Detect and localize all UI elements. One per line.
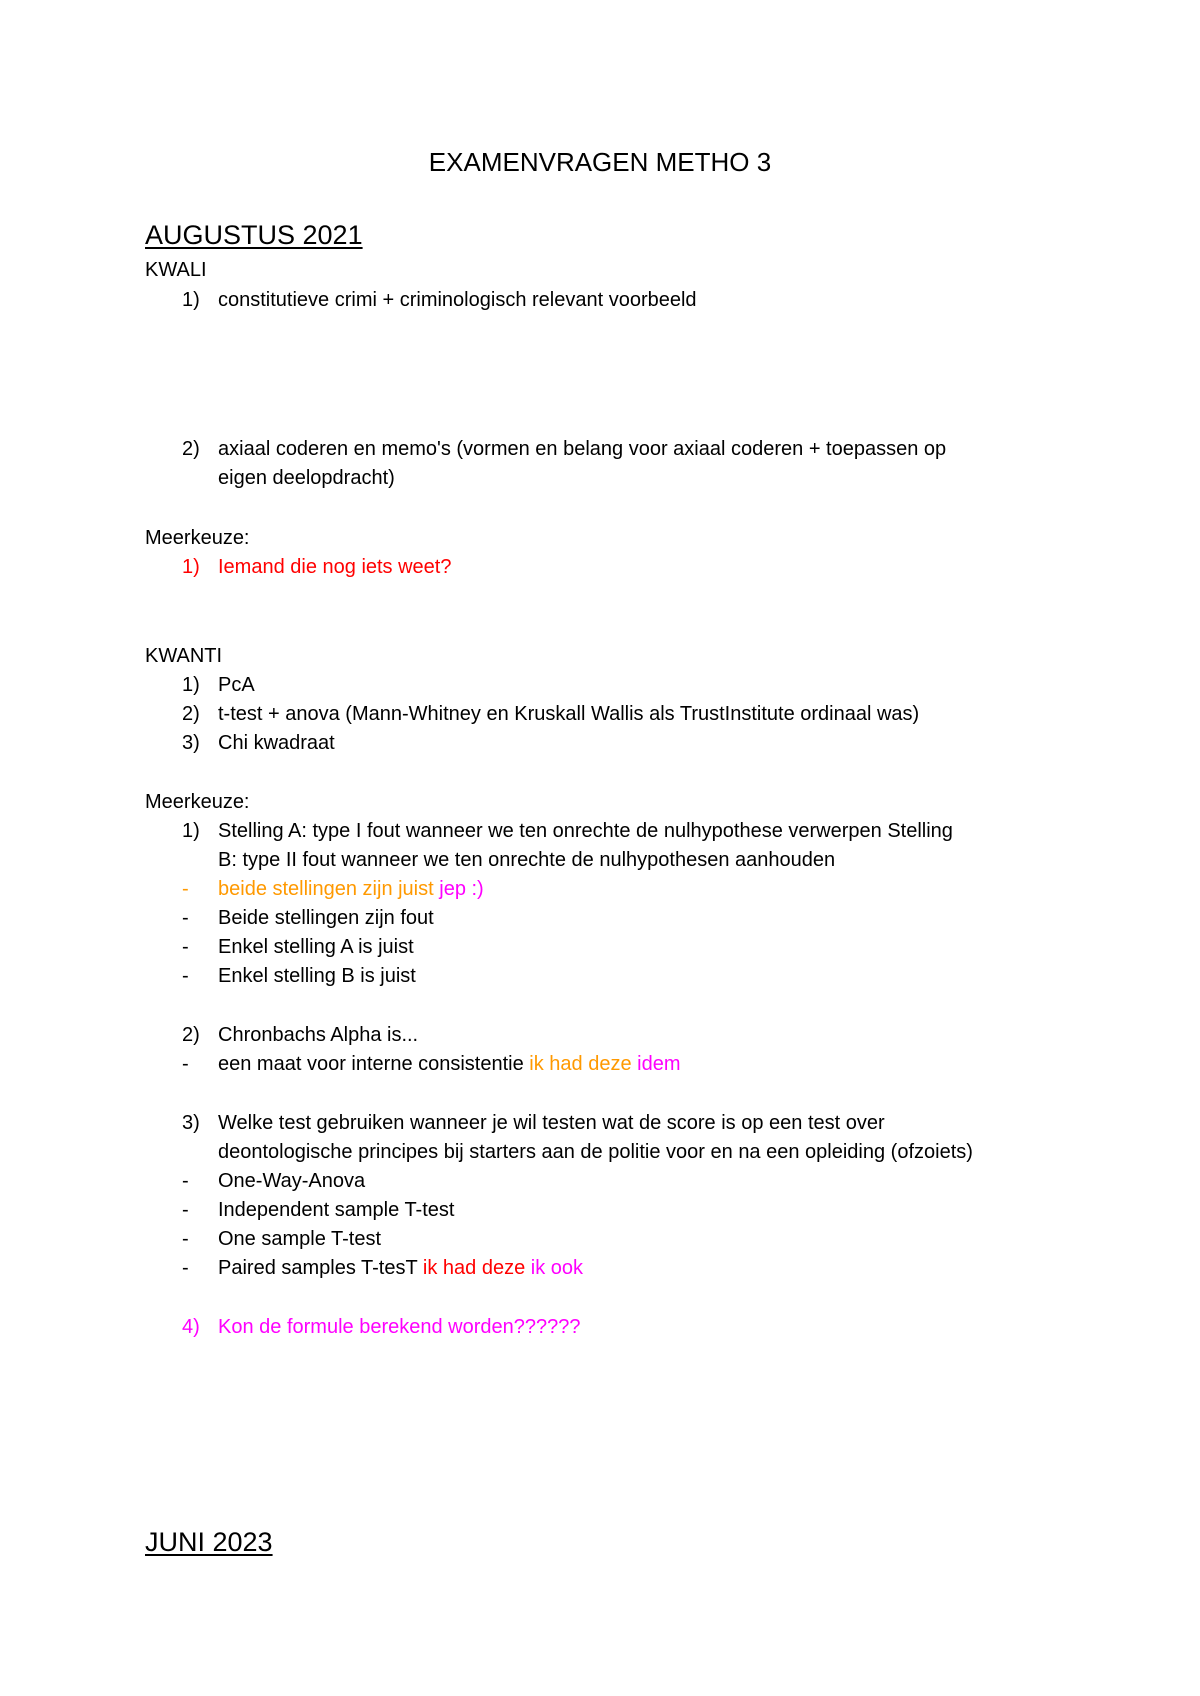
question-text: Chronbachs Alpha is... xyxy=(218,1024,419,1046)
answer-option-content xyxy=(218,1254,1098,1283)
list-dash: - xyxy=(182,1228,189,1250)
answer-option-content xyxy=(218,875,1098,904)
list-dash: - xyxy=(182,1053,189,1075)
question-line-1: Welke test gebruiken wanneer je wil testen wat de score is op een test over xyxy=(218,1112,885,1134)
list-dash: - xyxy=(182,1257,189,1279)
question-text: Kon de formule berekend worden?????? xyxy=(218,1316,581,1338)
answer-text: One sample T-test xyxy=(218,1228,382,1250)
answer-text: Enkel stelling B is juist xyxy=(218,965,416,987)
list-number: 2) xyxy=(182,438,200,460)
section-heading-augustus-2021: AUGUSTUS 2021 xyxy=(145,220,363,250)
kwali-mc-heading: Meerkeuze: xyxy=(145,527,250,549)
list-number: 4) xyxy=(182,1316,200,1338)
answer-text: One-Way-Anova xyxy=(218,1170,366,1192)
question-text xyxy=(218,1109,1098,1167)
answer-text: Independent sample T-test xyxy=(218,1199,455,1221)
list-number: 1) xyxy=(182,820,200,842)
question-line-1: Stelling A: type I fout wanneer we ten onrechte de nulhypothese verwerpen Stelling xyxy=(218,820,953,842)
question-text: t-test + anova (Mann-Whitney en Kruskall Wallis als TrustInstitute ordinaal was) xyxy=(218,703,920,725)
section-heading-juni-2023: JUNI 2023 xyxy=(145,1527,273,1557)
answer-note: ik had deze xyxy=(422,1257,526,1279)
question-line-2: eigen deelopdracht) xyxy=(218,467,395,489)
answer-text: beide stellingen zijn juist xyxy=(218,878,434,900)
list-dash: - xyxy=(182,907,189,929)
list-number: 3) xyxy=(182,1112,200,1134)
list-number: 1) xyxy=(182,289,200,311)
list-number: 1) xyxy=(182,556,200,578)
question-text xyxy=(218,435,1098,493)
answer-note: ik had deze xyxy=(529,1053,632,1075)
question-text: Chi kwadraat xyxy=(218,732,335,754)
answer-text: Paired samples T-tesT xyxy=(218,1257,418,1279)
question-line-2: B: type II fout wanneer we ten onrechte de nulhypothesen aanhouden xyxy=(218,849,836,871)
kwanti-heading: KWANTI xyxy=(145,645,223,667)
list-dash: - xyxy=(182,878,189,900)
kwali-heading: KWALI xyxy=(145,259,207,281)
list-number: 2) xyxy=(182,1024,200,1046)
document-title: EXAMENVRAGEN METHO 3 xyxy=(428,147,772,177)
question-text xyxy=(218,817,1098,875)
question-text: Iemand die nog iets weet? xyxy=(218,556,452,578)
list-dash: - xyxy=(182,1170,189,1192)
list-number: 1) xyxy=(182,674,200,696)
answer-option-content xyxy=(218,1050,1098,1079)
answer-note: jep :) xyxy=(439,878,484,900)
question-text: PcA xyxy=(218,674,255,696)
question-line-1: axiaal coderen en memo's (vormen en belang voor axiaal coderen + toepassen op xyxy=(218,438,947,460)
answer-note: idem xyxy=(637,1053,681,1075)
list-number: 3) xyxy=(182,732,200,754)
question-text: constitutieve crimi + criminologisch relevant voorbeeld xyxy=(218,289,697,311)
list-number: 2) xyxy=(182,703,200,725)
list-dash: - xyxy=(182,936,189,958)
answer-note: ik ook xyxy=(530,1257,584,1279)
answer-text: Beide stellingen zijn fout xyxy=(218,907,434,929)
question-line-2: deontologische principes bij starters aan de politie voor en na een opleiding (ofzoiets) xyxy=(218,1141,973,1163)
list-dash: - xyxy=(182,1199,189,1221)
answer-text: een maat voor interne consistentie xyxy=(218,1053,524,1075)
answer-text: Enkel stelling A is juist xyxy=(218,936,414,958)
kwanti-mc-heading: Meerkeuze: xyxy=(145,791,250,813)
list-dash: - xyxy=(182,965,189,987)
